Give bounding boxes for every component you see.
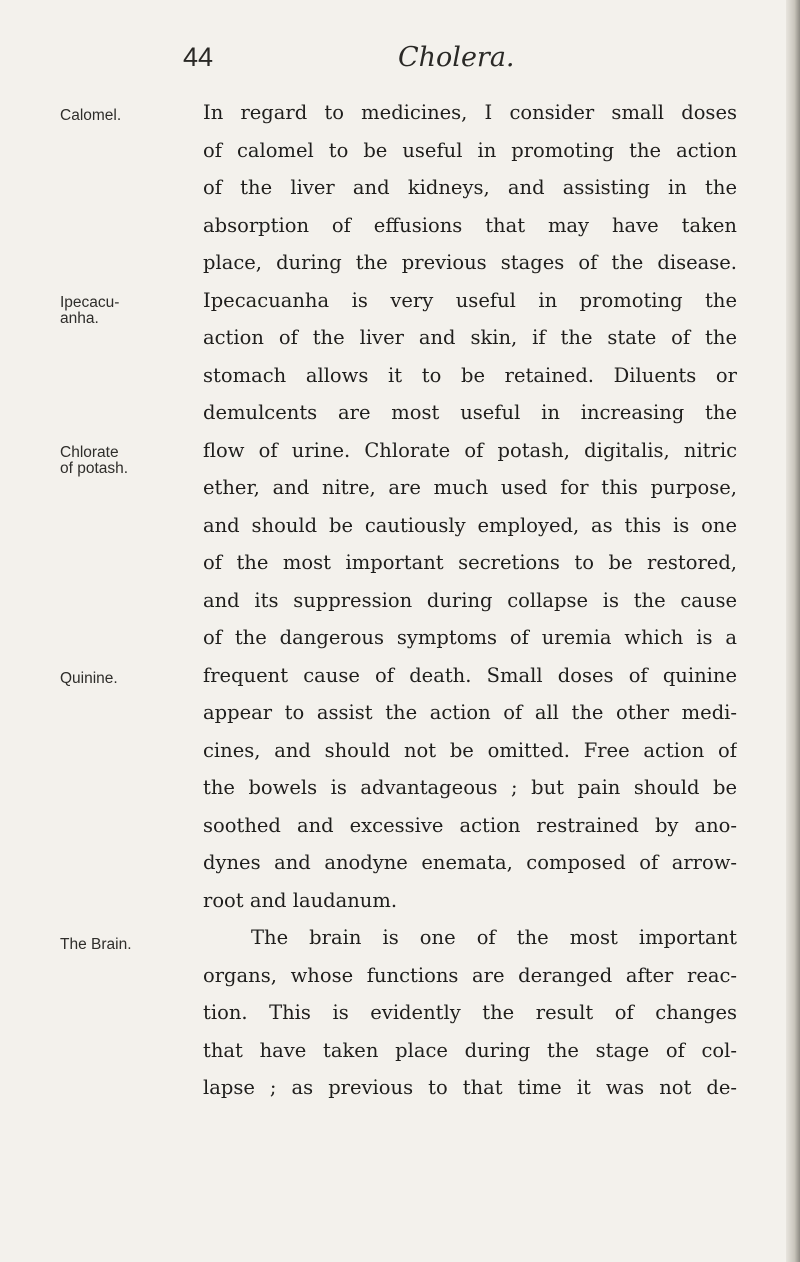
text-line: the bowels is advantageous ; but pain should be: [203, 776, 737, 799]
margin-note-ipecacuanha: Ipecacu- anha.: [60, 294, 120, 327]
text-line: absorption of effusions that may have taken: [203, 213, 737, 237]
text-line: ether, and nitre, are much used for this purpose,: [203, 476, 737, 499]
page-number: 44: [183, 42, 214, 72]
margin-note-calomel: Calomel.: [60, 107, 122, 124]
text-line: that have taken place during the stage of col-: [203, 1038, 737, 1062]
text-line: cines, and should not be omitted. Free action of: [203, 738, 737, 762]
text-line: dynes and anodyne enemata, composed of arrow-: [203, 851, 737, 874]
text-line: tion. This is evidently the result of changes: [203, 1001, 737, 1024]
text-line: Ipecacuanha is very useful in promoting the: [203, 288, 737, 312]
text-line: root and laudanum.: [203, 888, 398, 912]
text-line: organs, whose functions are deranged after reac-: [203, 963, 737, 987]
page-header: [0, 42, 800, 82]
text-line: of the most important secretions to be restored,: [203, 551, 737, 574]
page-edge: [786, 0, 800, 1262]
margin-note-quinine: Quinine.: [60, 670, 118, 687]
margin-note-chlorate: Chlorate of potash.: [60, 444, 129, 477]
text-line: place, during the previous stages of the disease.: [203, 251, 737, 274]
text-line: and should be cautiously employed, as this is one: [203, 513, 737, 537]
text-line: appear to assist the action of all the other medi-: [203, 701, 737, 724]
text-line: of the dangerous symptoms of uremia which is a: [203, 626, 737, 649]
text-line: frequent cause of death. Small doses of quinine: [203, 663, 737, 687]
text-line: demulcents are most useful in increasing the: [203, 401, 737, 424]
margin-note-the-brain: The Brain.: [60, 936, 132, 953]
text-line: of calomel to be useful in promoting the action: [203, 138, 737, 162]
text-line: The brain is one of the most important: [251, 926, 737, 949]
running-title: Cholera.: [398, 42, 515, 73]
body-text: [203, 94, 737, 1107]
text-line: of the liver and kidneys, and assisting in the: [203, 176, 737, 199]
text-line: In regard to medicines, I consider small doses: [203, 101, 737, 124]
text-line: flow of urine. Chlorate of potash, digitalis, nitric: [203, 438, 737, 462]
text-line: action of the liver and skin, if the state of the: [203, 326, 737, 349]
text-line: lapse ; as previous to that time it was not de-: [203, 1076, 737, 1099]
text-line: stomach allows it to be retained. Diluents or: [203, 363, 737, 387]
text-line: soothed and excessive action restrained by ano-: [203, 813, 737, 837]
text-line: and its suppression during collapse is the cause: [203, 588, 737, 612]
